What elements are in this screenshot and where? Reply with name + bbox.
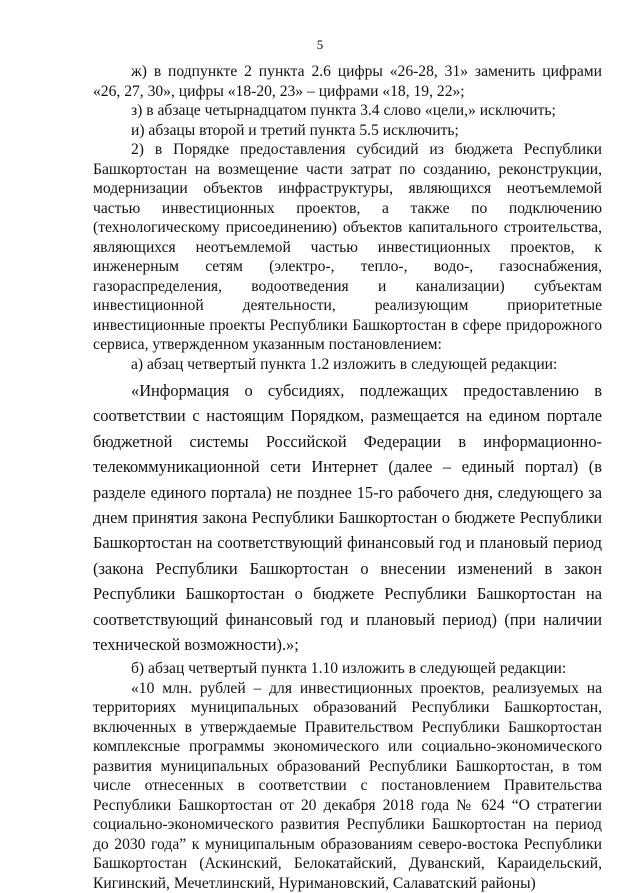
paragraph-item-i: и) абзацы второй и третий пункта 5.5 исключить;	[131, 121, 459, 139]
page-number: 5	[316, 37, 324, 52]
paragraph-item-2-order: 2) в Порядке предоставления субсидий из бюджета Республики Башкортостан на возмещение части затрат по созданию, реконструкции, модернизации объектов инфраструктуры, являющихся неотъемлемой частью инвестиционных проектов, а также по подключению (технологическому присоединению) объектов капитального строительства, являющихся неотъемлемой частью инвестиционных проектов, к инженерным сетям (электро-, тепло-, водо-, газоснабжения, газораспределения, водоотведения и канализации) субъектам инвестиционной деятельности, реализующим приоритетные инвестиционные проекты Республики Башкортостан в сфере придорожного сервиса, утвержденном указанным постановлением:	[93, 141, 602, 353]
paragraph-quoted-information: «Информация о субсидиях, подлежащих предоставлению в соответствии с настоящим Порядком, размещается на едином портале бюджетной системы Российской Федерации в информационно-телекоммуникационной сети Интернет (далее – единый портал) (в разделе единого портала) не позднее 15-го рабочего дня, следующего за днем принятия закона Республики Башкортостан о бюджете Республики Башкортостан на соответствующий финансовый год и плановый период (закона Республики Башкортостан о внесении изменений в закон Республики Башкортостан о бюджете Республики Башкортостан на соответствующий финансовый год и плановый период) (при наличии технической возможности).»;	[93, 381, 602, 655]
paragraph-item-a: а) абзац четвертый пункта 1.2 изложить в следующей редакции:	[131, 355, 558, 373]
paragraph-quoted-10-million: «10 млн. рублей – для инвестиционных проектов, реализуемых на территориях муниципальных образований Республики Башкортостан, включенных в утверждаемые Правительством Республики Башкортостан комплексные программы экономического или социально-экономического развития муниципальных образований Республики Башкортостан, в том числе отнесенных в соответствии с постановлением Правительства Республики Башкортостан от 20 декабря 2018 года № 624 “О стратегии социально-экономического развития Республики Башкортостан на период до 2030 года” к муниципальным образованиям северо-востока Республики Башкортостан (Аскинский, Белокатайский, Дуванский, Караидельский, Кигинский, Мечетлинский, Нуримановский, Салаватский районы)	[93, 679, 602, 892]
document-body	[93, 62, 602, 893]
paragraph-item-zh: ж) в подпункте 2 пункта 2.6 цифры «26-28, 31» заменить цифрами «26, 27, 30», цифры «18-20, 23» – цифрами «18, 19, 22»;	[93, 63, 602, 100]
paragraph-item-z: з) в абзаце четырнадцатом пункта 3.4 слово «цели,» исключить;	[131, 102, 556, 119]
paragraph-item-b: б) абзац четвертый пункта 1.10 изложить в следующей редакции:	[131, 660, 567, 678]
